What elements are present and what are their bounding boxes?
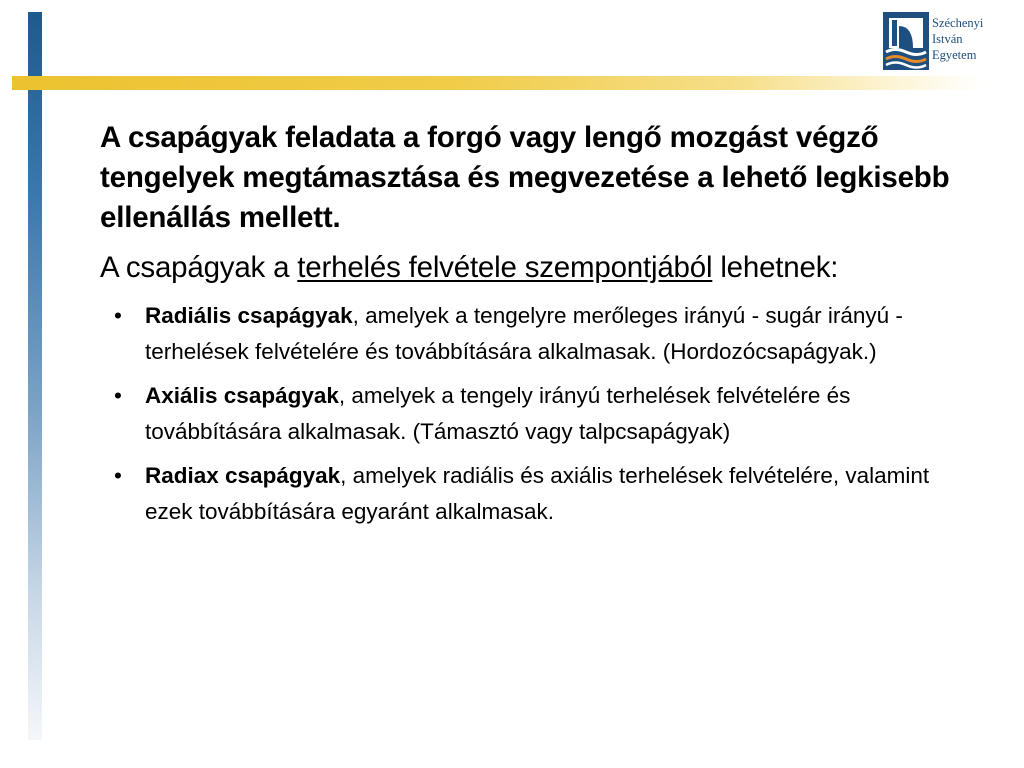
list-item-radiax bbox=[100, 458, 950, 530]
logo-line-1: Széchenyi bbox=[932, 16, 984, 30]
slide-content bbox=[100, 118, 950, 538]
description-radiax: , amelyek radiális és axiális terhelések felvételére, valamint ezek továbbítására egyaránt alkalmasak. bbox=[145, 463, 930, 524]
term-axial: Axiális csapágyak bbox=[145, 383, 339, 408]
term-radiax: Radiax csapágyak bbox=[145, 463, 341, 488]
intro-text-before: A csapágyak a bbox=[100, 251, 298, 284]
logo-text bbox=[932, 15, 983, 63]
description-radial: , amelyek a tengelyre merőleges irányú - sugár irányú - terhelések felvételére és továbbítására alkalmasak. (Hordozócsapágyak.) bbox=[145, 303, 903, 364]
intro-underlined-text: terhelés felvétele szempontjából bbox=[297, 251, 713, 284]
top-accent-line bbox=[12, 76, 982, 90]
university-logo bbox=[883, 12, 1003, 74]
left-accent-bar bbox=[28, 12, 42, 740]
bullet-icon: • bbox=[114, 383, 122, 408]
description-axial: , amelyek a tengely irányú terhelések felvételére és továbbítására alkalmasak. (Támasztó vagy talpcsapágyak) bbox=[145, 383, 851, 444]
bearing-types-list bbox=[100, 298, 950, 530]
intro-text-after: lehetnek: bbox=[712, 251, 839, 284]
university-logo-icon bbox=[883, 12, 929, 70]
intro-paragraph bbox=[100, 248, 950, 288]
bullet-icon: • bbox=[114, 303, 122, 328]
logo-line-2: István bbox=[932, 32, 963, 46]
list-item-radial bbox=[100, 298, 950, 370]
bullet-icon: • bbox=[114, 463, 122, 488]
list-item-axial bbox=[100, 378, 950, 450]
logo-line-3: Egyetem bbox=[932, 48, 977, 62]
term-radial: Radiális csapágyak bbox=[145, 303, 353, 328]
lead-paragraph: A csapágyak feladata a forgó vagy lengő mozgást végző tengelyek megtámasztása és megvezetése a lehető legkisebb ellenállás mellett. bbox=[100, 121, 950, 234]
